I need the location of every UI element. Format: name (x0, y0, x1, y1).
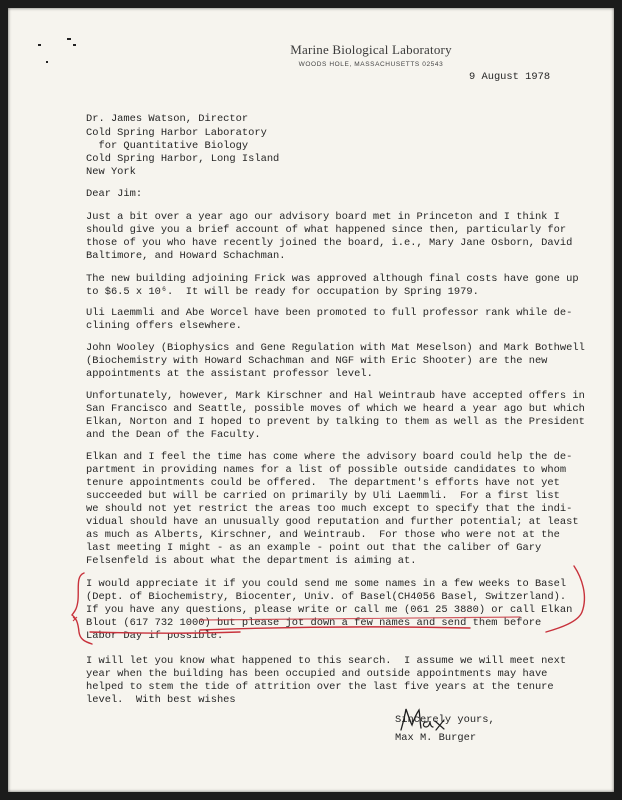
recipient-line: Cold Spring Harbor, Long Island (86, 153, 280, 165)
body-line: Uli Laemmli and Abe Worcel have been promoted to full professor rank while de- (86, 307, 573, 319)
body-line: should give you a brief account of what happened since then, particularly for (86, 224, 567, 236)
body-line: John Wooley (Biophysics and Gene Regulation with Mat Meselson) and Mark Bothwell (86, 342, 585, 354)
body-line: partment in providing names for a list of possible outside candidates to whom (86, 464, 567, 476)
recipient-line: New York (86, 166, 136, 178)
body-line: I will let you know what happened to this search. I assume we will meet next (86, 655, 567, 667)
body-line: Felsenfeld is about what the department is aiming at. (86, 555, 417, 567)
body-line: appointments at the assistant professor level. (86, 368, 373, 380)
body-line: Baltimore, and Howard Schachman. (86, 250, 286, 262)
body-line: Elkan, Norton and I hoped to prevent by talking to them as well as the President (86, 416, 585, 428)
body-line: Elkan and I feel the time has come where the advisory board could help the de- (86, 451, 573, 463)
body-line: clining offers elsewhere. (86, 320, 242, 332)
closing: Sincerely yours, (395, 714, 495, 726)
body-line: (Dept. of Biochemistry, Biocenter, Univ. of Basel(CH4056 Basel, Switzerland). (86, 591, 567, 603)
body-line: helped to stem the tide of attrition over the last five years at the tenure (86, 681, 554, 693)
letterhead-institution: Marine Biological Laboratory (290, 42, 452, 57)
body-line: Blout (617 732 1000) but please jot down a few names and send them before (86, 617, 542, 629)
body-line: level. With best wishes (86, 694, 236, 706)
body-line: I would appreciate it if you could send me some names in a few weeks to Basel (86, 578, 567, 590)
body-line: last meeting I might - as an example - point out that the caliber of Gary (86, 542, 542, 554)
body-line: to $6.5 x 10⁶. It will be ready for occupation by Spring 1979. (86, 286, 479, 298)
salutation: Dear Jim: (86, 188, 143, 200)
body-line: and the Dean of the Faculty. (86, 429, 261, 441)
body-line: Labor Day if possible. (86, 630, 224, 642)
body-line: succeeded but will be carried on primarily by Uli Laemmli. For a first list (86, 490, 560, 502)
body-line: we should not yet restrict the areas too much except to specify that the indi- (86, 503, 573, 515)
recipient-line: for Quantitative Biology (86, 140, 249, 152)
recipient-line: Cold Spring Harbor Laboratory (86, 127, 267, 139)
body-line: San Francisco and Seattle, possible moves of which we heard a year ago but which (86, 403, 585, 415)
body-line: Unfortunately, however, Mark Kirschner and Hal Weintraub have accepted offers in (86, 390, 585, 402)
body-line: year when the building has been occupied and outside appointments may have (86, 668, 548, 680)
recipient-line: Dr. James Watson, Director (86, 113, 249, 125)
body-line: those of you who have recently joined the board, i.e., Mary Jane Osborn, David (86, 237, 573, 249)
body-line: The new building adjoining Frick was approved although final costs have gone up (86, 273, 579, 285)
body-line: vidual should have an unusually good reputation and further potential; at least (86, 516, 579, 528)
body-line: as much as Alberts, Kirschner, and Weintraub. For those who were not at the (86, 529, 560, 541)
body-line: Just a bit over a year ago our advisory board met in Princeton and I think I (86, 211, 560, 223)
body-line: If you have any questions, please write or call me (061 25 3880) or call Elkan (86, 604, 573, 616)
signer-name: Max M. Burger (395, 732, 477, 744)
letter-date: 9 August 1978 (469, 71, 551, 83)
letterhead-address: WOODS HOLE, MASSACHUSETTS 02543 (298, 61, 444, 68)
body-line: (Biochemistry with Howard Schachman and NGF with Eric Shooter) are the new (86, 355, 548, 367)
body-line: tenure appointments could be offered. The department's efforts have not yet (86, 477, 560, 489)
